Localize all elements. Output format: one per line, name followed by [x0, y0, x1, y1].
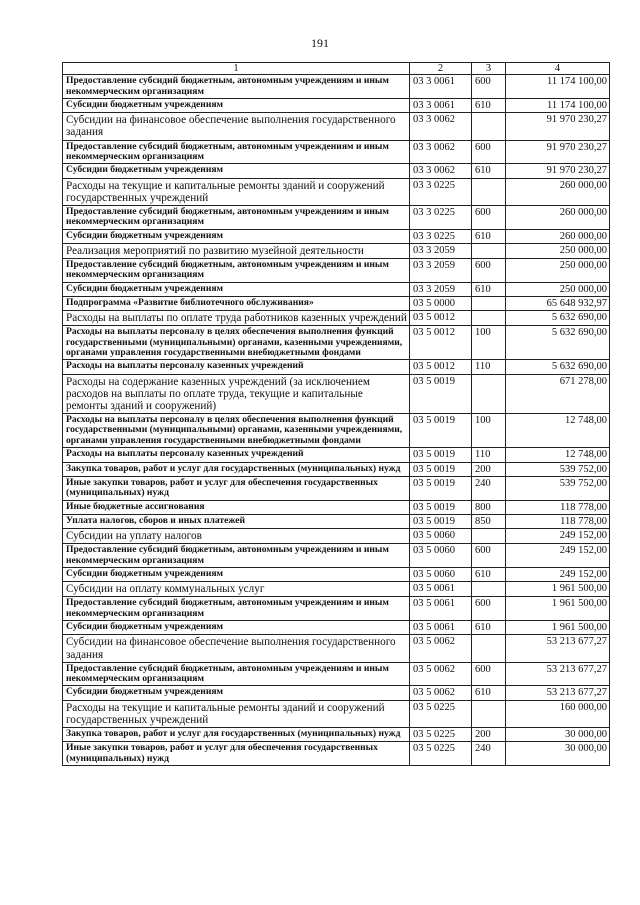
row-kind-cell: 610 — [472, 621, 506, 635]
row-kind-cell — [472, 635, 506, 662]
row-name-cell: Субсидии на финансовое обеспечение выполнения государственного задания — [63, 113, 410, 140]
row-name-cell: Субсидии на уплату налогов — [63, 529, 410, 544]
table-row — [63, 360, 610, 374]
row-amount-cell: 249 152,00 — [506, 568, 610, 582]
row-name-cell: Предоставление субсидий бюджетным, автономным учреждениям и иным некоммерческим организациям — [63, 75, 410, 99]
row-name-cell: Предоставление субсидий бюджетным, автономным учреждениям и иным некоммерческим организациям — [63, 544, 410, 568]
row-code-cell: 03 5 0012 — [410, 360, 472, 374]
row-kind-cell: 100 — [472, 414, 506, 448]
row-amount-cell: 260 000,00 — [506, 205, 610, 229]
row-code-cell: 03 3 0225 — [410, 205, 472, 229]
table-row — [63, 296, 610, 310]
row-name-cell: Субсидии бюджетным учреждениям — [63, 164, 410, 178]
row-name-cell: Предоставление субсидий бюджетным, автономным учреждениям и иным некоммерческим организациям — [63, 258, 410, 282]
row-amount-cell: 260 000,00 — [506, 229, 610, 243]
row-amount-cell: 250 000,00 — [506, 258, 610, 282]
row-amount-cell: 11 174 100,00 — [506, 75, 610, 99]
row-kind-cell — [472, 311, 506, 326]
table-row — [63, 686, 610, 700]
table-row — [63, 568, 610, 582]
row-amount-cell: 11 174 100,00 — [506, 99, 610, 113]
row-amount-cell: 5 632 690,00 — [506, 311, 610, 326]
header-row — [63, 63, 610, 75]
row-amount-cell: 671 278,00 — [506, 374, 610, 413]
row-kind-cell: 600 — [472, 662, 506, 686]
row-code-cell: 03 5 0225 — [410, 727, 472, 741]
row-amount-cell: 91 970 230,27 — [506, 164, 610, 178]
row-amount-cell: 118 778,00 — [506, 514, 610, 528]
row-amount-cell: 539 752,00 — [506, 462, 610, 476]
row-kind-cell — [472, 700, 506, 727]
row-amount-cell: 250 000,00 — [506, 243, 610, 258]
table-row — [63, 258, 610, 282]
row-code-cell: 03 5 0060 — [410, 568, 472, 582]
row-kind-cell: 600 — [472, 544, 506, 568]
table-row — [63, 544, 610, 568]
row-name-cell: Субсидии бюджетным учреждениям — [63, 282, 410, 296]
row-kind-cell: 240 — [472, 476, 506, 500]
row-kind-cell: 110 — [472, 448, 506, 462]
table-row — [63, 374, 610, 413]
row-name-cell: Субсидии бюджетным учреждениям — [63, 621, 410, 635]
row-kind-cell — [472, 529, 506, 544]
row-name-cell: Субсидии бюджетным учреждениям — [63, 568, 410, 582]
row-code-cell: 03 5 0000 — [410, 296, 472, 310]
row-amount-cell: 249 152,00 — [506, 529, 610, 544]
row-name-cell: Предоставление субсидий бюджетным, автономным учреждениям и иным некоммерческим организациям — [63, 662, 410, 686]
row-code-cell: 03 3 0062 — [410, 113, 472, 140]
row-amount-cell: 12 748,00 — [506, 414, 610, 448]
row-code-cell: 03 3 2059 — [410, 282, 472, 296]
row-name-cell: Иные закупки товаров, работ и услуг для обеспечения государственных (муниципальных) нужд — [63, 476, 410, 500]
row-kind-cell: 600 — [472, 75, 506, 99]
table-row — [63, 700, 610, 727]
table-row — [63, 462, 610, 476]
row-amount-cell: 1 961 500,00 — [506, 597, 610, 621]
table-row — [63, 178, 610, 205]
column-header-kind: 3 — [472, 63, 506, 75]
row-kind-cell: 110 — [472, 360, 506, 374]
row-name-cell: Субсидии на финансовое обеспечение выполнения государственного задания — [63, 635, 410, 662]
table-row — [63, 727, 610, 741]
table-row — [63, 243, 610, 258]
table-row — [63, 414, 610, 448]
table-row — [63, 311, 610, 326]
table-row — [63, 514, 610, 528]
budget-table — [62, 62, 610, 766]
row-code-cell: 03 5 0019 — [410, 500, 472, 514]
table-row — [63, 448, 610, 462]
column-header-code: 2 — [410, 63, 472, 75]
row-name-cell: Расходы на выплаты персоналу казенных учреждений — [63, 448, 410, 462]
row-amount-cell: 539 752,00 — [506, 476, 610, 500]
row-kind-cell: 610 — [472, 568, 506, 582]
page-number: 191 — [311, 36, 329, 50]
table-row — [63, 621, 610, 635]
row-kind-cell — [472, 296, 506, 310]
row-code-cell: 03 5 0019 — [410, 514, 472, 528]
table-row — [63, 662, 610, 686]
row-name-cell: Уплата налогов, сборов и иных платежей — [63, 514, 410, 528]
table-row — [63, 582, 610, 597]
row-code-cell: 03 3 0062 — [410, 164, 472, 178]
row-amount-cell: 118 778,00 — [506, 500, 610, 514]
row-code-cell: 03 5 0225 — [410, 742, 472, 766]
row-code-cell: 03 3 2059 — [410, 258, 472, 282]
row-code-cell: 03 3 0061 — [410, 75, 472, 99]
row-code-cell: 03 3 2059 — [410, 243, 472, 258]
table-row — [63, 99, 610, 113]
row-code-cell: 03 3 0062 — [410, 140, 472, 164]
row-code-cell: 03 5 0019 — [410, 374, 472, 413]
row-kind-cell: 600 — [472, 205, 506, 229]
row-amount-cell: 260 000,00 — [506, 178, 610, 205]
row-name-cell: Субсидии бюджетным учреждениям — [63, 229, 410, 243]
row-amount-cell: 250 000,00 — [506, 282, 610, 296]
row-code-cell: 03 5 0062 — [410, 662, 472, 686]
row-amount-cell: 91 970 230,27 — [506, 113, 610, 140]
row-name-cell: Расходы на содержание казенных учреждений (за исключением расходов на выплаты по оплате труда, текущие и капитальные ремонты зданий и сооружений) — [63, 374, 410, 413]
row-amount-cell: 1 961 500,00 — [506, 582, 610, 597]
row-code-cell: 03 3 0225 — [410, 178, 472, 205]
row-amount-cell: 53 213 677,27 — [506, 635, 610, 662]
row-kind-cell: 200 — [472, 727, 506, 741]
row-kind-cell: 800 — [472, 500, 506, 514]
row-code-cell: 03 3 0061 — [410, 99, 472, 113]
row-name-cell: Иные бюджетные ассигнования — [63, 500, 410, 514]
row-kind-cell: 610 — [472, 164, 506, 178]
row-amount-cell: 30 000,00 — [506, 727, 610, 741]
row-code-cell: 03 5 0060 — [410, 529, 472, 544]
row-name-cell: Подпрограмма «Развитие библиотечного обслуживания» — [63, 296, 410, 310]
row-kind-cell: 100 — [472, 326, 506, 360]
row-kind-cell: 200 — [472, 462, 506, 476]
row-kind-cell: 240 — [472, 742, 506, 766]
table-row — [63, 282, 610, 296]
row-name-cell: Расходы на выплаты по оплате труда работников казенных учреждений — [63, 311, 410, 326]
row-code-cell: 03 5 0019 — [410, 448, 472, 462]
row-kind-cell — [472, 113, 506, 140]
row-kind-cell: 600 — [472, 140, 506, 164]
table-row — [63, 635, 610, 662]
row-code-cell: 03 5 0012 — [410, 326, 472, 360]
row-name-cell: Предоставление субсидий бюджетным, автономным учреждениям и иным некоммерческим организациям — [63, 205, 410, 229]
row-kind-cell — [472, 374, 506, 413]
row-name-cell: Субсидии бюджетным учреждениям — [63, 686, 410, 700]
row-kind-cell: 850 — [472, 514, 506, 528]
table-row — [63, 529, 610, 544]
row-amount-cell: 30 000,00 — [506, 742, 610, 766]
row-kind-cell — [472, 582, 506, 597]
row-kind-cell — [472, 243, 506, 258]
table-row — [63, 113, 610, 140]
row-code-cell: 03 5 0061 — [410, 597, 472, 621]
table-row — [63, 75, 610, 99]
row-code-cell: 03 5 0019 — [410, 476, 472, 500]
row-name-cell: Закупка товаров, работ и услуг для государственных (муниципальных) нужд — [63, 727, 410, 741]
table-row — [63, 326, 610, 360]
row-name-cell: Закупка товаров, работ и услуг для государственных (муниципальных) нужд — [63, 462, 410, 476]
row-kind-cell — [472, 178, 506, 205]
table-row — [63, 205, 610, 229]
row-code-cell: 03 5 0012 — [410, 311, 472, 326]
row-code-cell: 03 5 0225 — [410, 700, 472, 727]
row-kind-cell: 610 — [472, 686, 506, 700]
row-code-cell: 03 5 0061 — [410, 582, 472, 597]
column-header-amount: 4 — [506, 63, 610, 75]
row-name-cell: Расходы на выплаты персоналу казенных учреждений — [63, 360, 410, 374]
row-kind-cell: 610 — [472, 282, 506, 296]
row-code-cell: 03 5 0060 — [410, 544, 472, 568]
row-code-cell: 03 5 0019 — [410, 462, 472, 476]
row-amount-cell: 249 152,00 — [506, 544, 610, 568]
table-row — [63, 597, 610, 621]
row-amount-cell: 5 632 690,00 — [506, 360, 610, 374]
row-amount-cell: 12 748,00 — [506, 448, 610, 462]
table-row — [63, 164, 610, 178]
row-name-cell: Расходы на текущие и капитальные ремонты зданий и сооружений государственных учреждений — [63, 178, 410, 205]
row-name-cell: Расходы на выплаты персоналу в целях обеспечения выполнения функций государственными (муниципальными) органами, казенными учреждениями, органами управления государственными внебюджетными фондами — [63, 326, 410, 360]
row-kind-cell: 610 — [472, 229, 506, 243]
row-amount-cell: 65 648 932,97 — [506, 296, 610, 310]
table-row — [63, 500, 610, 514]
table-row — [63, 140, 610, 164]
row-kind-cell: 600 — [472, 258, 506, 282]
table-row — [63, 476, 610, 500]
row-code-cell: 03 5 0019 — [410, 414, 472, 448]
row-code-cell: 03 5 0062 — [410, 635, 472, 662]
row-code-cell: 03 5 0061 — [410, 621, 472, 635]
row-name-cell: Предоставление субсидий бюджетным, автономным учреждениям и иным некоммерческим организациям — [63, 140, 410, 164]
row-amount-cell: 53 213 677,27 — [506, 686, 610, 700]
table-row — [63, 742, 610, 766]
row-name-cell: Субсидии на оплату коммунальных услуг — [63, 582, 410, 597]
row-amount-cell: 160 000,00 — [506, 700, 610, 727]
row-name-cell: Предоставление субсидий бюджетным, автономным учреждениям и иным некоммерческим организациям — [63, 597, 410, 621]
row-amount-cell: 53 213 677,27 — [506, 662, 610, 686]
row-amount-cell: 91 970 230,27 — [506, 140, 610, 164]
table-row — [63, 229, 610, 243]
row-kind-cell: 600 — [472, 597, 506, 621]
column-header-name: 1 — [63, 63, 410, 75]
row-name-cell: Расходы на текущие и капитальные ремонты зданий и сооружений государственных учреждений — [63, 700, 410, 727]
table-header — [63, 63, 610, 75]
row-amount-cell: 1 961 500,00 — [506, 621, 610, 635]
row-name-cell: Иные закупки товаров, работ и услуг для обеспечения государственных (муниципальных) нужд — [63, 742, 410, 766]
row-name-cell: Субсидии бюджетным учреждениям — [63, 99, 410, 113]
row-name-cell: Реализация мероприятий по развитию музейной деятельности — [63, 243, 410, 258]
row-amount-cell: 5 632 690,00 — [506, 326, 610, 360]
row-code-cell: 03 3 0225 — [410, 229, 472, 243]
table-body — [63, 75, 610, 766]
row-code-cell: 03 5 0062 — [410, 686, 472, 700]
row-kind-cell: 610 — [472, 99, 506, 113]
row-name-cell: Расходы на выплаты персоналу в целях обеспечения выполнения функций государственными (муниципальными) органами, казенными учреждениями, органами управления государственными внебюджетными фондами — [63, 414, 410, 448]
